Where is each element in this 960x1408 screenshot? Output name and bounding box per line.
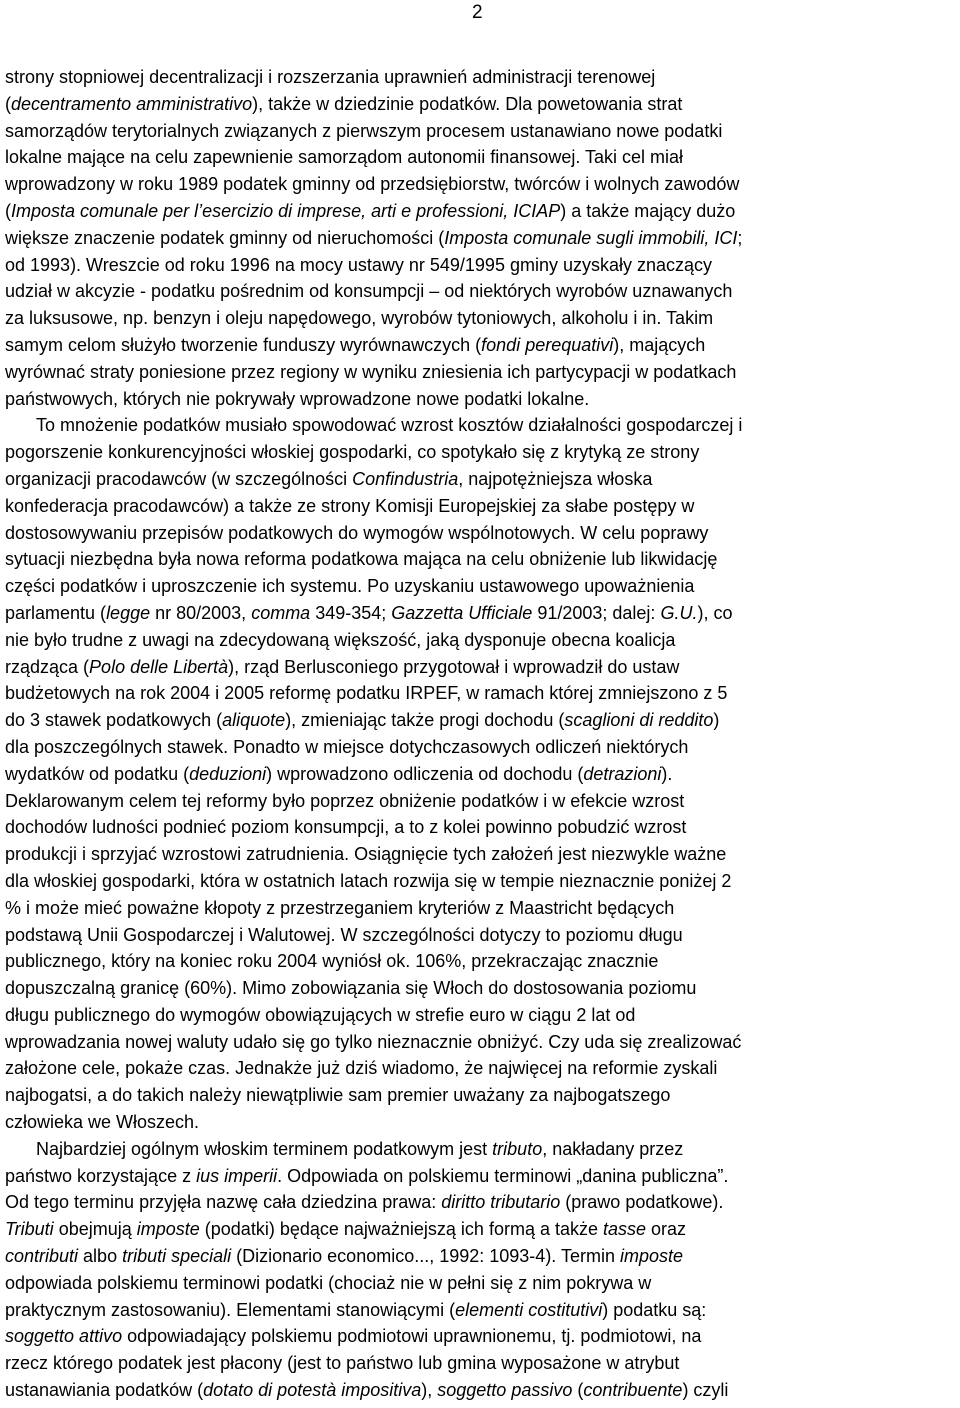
- text-line: [5, 1323, 957, 1350]
- text-line: [5, 573, 957, 600]
- italic-term: Gazzetta Ufficiale: [391, 602, 533, 623]
- text-run: , najpotężniejsza włoska: [458, 468, 653, 489]
- text-run: oraz: [646, 1219, 687, 1240]
- text-run: za luksusowe, np. benzyn i oleju napędowego, wyrobów tytoniowych, alkoholu i in. Takim: [5, 308, 714, 329]
- text-run: 91/2003; dalej:: [532, 602, 661, 623]
- text-run: lokalne mające na celu zapewnienie samorządom autonomii finansowej. Taki cel miał: [5, 147, 684, 168]
- text-run: ) wprowadzono odliczenia od dochodu (: [266, 763, 584, 784]
- text-run: rządząca (: [5, 656, 90, 677]
- text-line: [5, 948, 957, 975]
- text-line: [5, 868, 957, 895]
- text-run: organizacji pracodawców (w szczególności: [5, 468, 353, 489]
- text-run: Najbardziej ogólnym włoskim terminem podatkowym jest: [36, 1138, 493, 1159]
- text-run: (prawo podatkowe).: [560, 1192, 724, 1213]
- paragraph: [5, 64, 957, 412]
- text-line: [5, 493, 957, 520]
- text-run: ), rząd Berlusconiego przygotował i wprowadził do ustaw: [228, 656, 680, 677]
- text-line: [5, 734, 957, 761]
- text-run: człowieka we Włoszech.: [5, 1112, 200, 1133]
- text-line: [5, 1243, 957, 1270]
- text-line: [5, 707, 957, 734]
- text-line: [5, 627, 957, 654]
- text-run: % i może mieć poważne kłopoty z przestrzeganiem kryteriów z Maastricht będących: [5, 897, 675, 918]
- italic-term: Confindustria: [352, 468, 459, 489]
- text-line: [5, 439, 957, 466]
- italic-term: soggetto attivo: [5, 1326, 123, 1347]
- text-line: [5, 305, 957, 332]
- text-line: [5, 225, 957, 252]
- text-run: ), mających: [613, 334, 706, 355]
- text-run: założone cele, pokaże czas. Jednakże już dziś wiadomo, że najwięcej na reformie zyskali: [5, 1058, 718, 1079]
- text-run: ) a także mający dużo: [560, 200, 736, 221]
- italic-term: scaglioni di reddito: [564, 710, 714, 731]
- text-run: strony stopniowej decentralizacji i rozszerzania uprawnień administracji terenowej: [5, 67, 656, 87]
- text-run: Od tego terminu przyjęła nazwę cała dziedzina prawa:: [5, 1192, 442, 1213]
- text-run: dopuszczalną granicę (60%). Mimo zobowiązania się Włoch do dostosowania poziomu: [5, 978, 697, 999]
- text-line: [5, 1216, 957, 1243]
- text-run: ), także w dziedzinie podatków. Dla powetowania strat: [252, 93, 683, 114]
- text-run: samym celom służyło tworzenie funduszy wyrównawczych (: [5, 334, 482, 355]
- text-run: publicznego, który na koniec roku 2004 wyniósł ok. 106%, przekraczając znacznie: [5, 951, 659, 972]
- text-run: państwo korzystające z: [5, 1165, 197, 1186]
- text-run: (podatki) będące najważniejszą ich formą a także: [199, 1219, 603, 1240]
- italic-term: Imposta comunale sugli immobili, ICI: [444, 227, 738, 248]
- text-run: wprowadzania nowej waluty udało się go tylko nieznacznie obniżyć. Czy uda się zrealizować: [5, 1031, 742, 1052]
- text-run: budżetowych na rok 2004 i 2005 reformę podatku IRPEF, w ramach której zmniejszono z 5: [5, 683, 728, 704]
- text-run: parlamentu (: [5, 602, 107, 623]
- italic-term: Tributi: [5, 1219, 54, 1240]
- italic-term: tasse: [603, 1219, 647, 1240]
- text-line: [5, 1189, 957, 1216]
- italic-term: comma: [251, 602, 311, 623]
- italic-term: G.U.: [660, 602, 698, 623]
- text-line: [5, 171, 957, 198]
- paragraph: [5, 1136, 957, 1404]
- text-line: [5, 1136, 957, 1163]
- italic-term: contribuente: [583, 1380, 683, 1401]
- text-run: państwowych, których nie pokrywały wprowadzone nowe podatki lokalne.: [5, 388, 590, 409]
- text-run: ) czyli: [682, 1380, 729, 1401]
- text-run: ustanawiania podatków (: [5, 1380, 204, 1401]
- text-line: [5, 761, 957, 788]
- text-run: nr 80/2003,: [150, 602, 252, 623]
- text-line: [5, 922, 957, 949]
- text-line: [5, 654, 957, 681]
- italic-term: Imposta comunale per l’esercizio di imprese, arti e professioni, ICIAP: [11, 200, 561, 221]
- text-line: [5, 252, 957, 279]
- text-run: ),: [421, 1380, 438, 1401]
- text-run: samorządów terytorialnych związanych z pierwszym procesem ustanawiano nowe podatki: [5, 120, 723, 141]
- text-run: konfederacja pracodawców) a także ze strony Komisji Europejskiej za słabe postępy w: [5, 495, 695, 516]
- italic-term: elementi costitutivi: [455, 1299, 603, 1320]
- text-run: podstawą Unii Gospodarczej i Walutowej. W szczególności dotyczy to poziomu długu: [5, 924, 683, 945]
- text-run: najbogatsi, a do takich należy niewątpliwie sam premier uważany za najbogatszego: [5, 1085, 671, 1106]
- text-line: [5, 520, 957, 547]
- text-run: udział w akcyzie - podatku pośrednim od konsumpcji – od niektórych wyrobów uznawanych: [5, 281, 733, 302]
- italic-term: ius imperii: [196, 1165, 278, 1186]
- text-run: dochodów ludności podnieć poziom konsumpcji, a to z kolei powinno pobudzić wzrost: [5, 817, 687, 838]
- text-run: ) podatku są:: [602, 1299, 707, 1320]
- text-run: odpowiada polskiemu terminowi podatki (chociaż nie w pełni się z nim pokrywa w: [5, 1272, 652, 1293]
- text-run: wyrównać straty poniesione przez regiony w wyniku zniesienia ich partycypacji w podatkach: [5, 361, 737, 382]
- text-line: [5, 198, 957, 225]
- text-run: dla włoskiej gospodarki, która w ostatnich latach rozwija się w tempie nieznacznie poniżej 2: [5, 870, 732, 891]
- text-line: [5, 1270, 957, 1297]
- text-line: [5, 64, 957, 91]
- text-line: [5, 278, 957, 305]
- text-line: [5, 1109, 957, 1136]
- text-line: [5, 118, 957, 145]
- text-run: ), co: [697, 602, 733, 623]
- text-line: [5, 332, 957, 359]
- text-line: [5, 975, 957, 1002]
- text-line: [5, 1055, 957, 1082]
- italic-term: imposte: [620, 1246, 684, 1267]
- italic-term: deduzioni: [189, 763, 267, 784]
- italic-term: soggetto passivo: [437, 1380, 573, 1401]
- text-run: ): [713, 710, 720, 731]
- text-run: wprowadzony w roku 1989 podatek gminny od przedsiębiorstw, twórców i wolnych zawodów: [5, 174, 740, 195]
- italic-term: aliquote: [222, 710, 286, 731]
- italic-term: tributi speciali: [122, 1246, 232, 1267]
- text-run: części podatków i uproszczenie ich systemu. Po uzyskaniu ustawowego upoważnienia: [5, 576, 695, 597]
- text-run: . Odpowiada on polskiemu terminowi „danina publiczna”.: [277, 1165, 729, 1186]
- text-line: [5, 1002, 957, 1029]
- text-line: [5, 412, 957, 439]
- text-run: od 1993). Wreszcie od roku 1996 na mocy ustawy nr 549/1995 gminy uzyskały znaczący: [5, 254, 713, 275]
- text-line: [5, 359, 957, 386]
- italic-term: tributo: [492, 1138, 543, 1159]
- text-line: [5, 895, 957, 922]
- text-run: 349-354;: [310, 602, 392, 623]
- italic-term: contributi: [5, 1246, 79, 1267]
- paragraph: [5, 412, 957, 1136]
- text-run: długu publicznego do wymogów obowiązujących w strefie euro w ciągu 2 lat od: [5, 1004, 636, 1025]
- text-line: [5, 1082, 957, 1109]
- text-run: (: [5, 93, 11, 114]
- text-line: [5, 841, 957, 868]
- text-line: [5, 1350, 957, 1377]
- text-run: To mnożenie podatków musiało spowodować wzrost kosztów działalności gospodarczej i: [36, 415, 743, 436]
- text-run: większe znaczenie podatek gminny od nieruchomości (: [5, 227, 445, 248]
- italic-term: decentramento amministrativo: [11, 93, 253, 114]
- text-line: [5, 144, 957, 171]
- text-line: [5, 680, 957, 707]
- text-run: obejmują: [53, 1219, 137, 1240]
- text-run: nie było trudne z uwagi na zdecydowaną większość, jaką dysponuje obecna koalicja: [5, 629, 676, 650]
- text-run: ;: [737, 227, 743, 248]
- text-line: [5, 546, 957, 573]
- text-line: [5, 386, 957, 413]
- italic-term: imposte: [136, 1219, 200, 1240]
- text-run: (Dizionario economico..., 1992: 1093-4). Termin: [231, 1246, 620, 1267]
- text-line: [5, 1029, 957, 1056]
- text-run: rzecz którego podatek jest płacony (jest to państwo lub gmina wyposażone w atrybut: [5, 1353, 680, 1374]
- italic-term: diritto tributario: [441, 1192, 561, 1213]
- text-line: [5, 814, 957, 841]
- text-run: praktycznym zastosowaniu). Elementami stanowiącymi (: [5, 1299, 456, 1320]
- text-run: (: [5, 200, 11, 221]
- text-run: pogorszenie konkurencyjności włoskiej gospodarki, co spotykało się z krytyką ze strony: [5, 442, 700, 463]
- body-text: [5, 64, 957, 1404]
- italic-term: dotato di potestà impositiva: [203, 1380, 422, 1401]
- text-line: [5, 466, 957, 493]
- text-line: [5, 1297, 957, 1324]
- text-run: produkcji i sprzyjać wzrostowi zatrudnienia. Osiągnięcie tych założeń jest niezwykle ważne: [5, 844, 727, 865]
- text-run: wydatków od podatku (: [5, 763, 190, 784]
- text-run: , nakładany przez: [542, 1138, 684, 1159]
- text-line: [5, 91, 957, 118]
- italic-term: legge: [106, 602, 151, 623]
- text-run: dla poszczególnych stawek. Ponadto w miejsce dotychczasowych odliczeń niektórych: [5, 736, 689, 757]
- text-run: odpowiadający polskiemu podmiotowi uprawnionemu, tj. podmiotowi, na: [122, 1326, 702, 1347]
- text-line: [5, 1377, 957, 1404]
- italic-term: Polo delle Libertà: [89, 656, 229, 677]
- text-run: ), zmieniając także progi dochodu (: [285, 710, 565, 731]
- italic-term: fondi perequativi: [481, 334, 614, 355]
- text-run: Deklarowanym celem tej reformy było poprzez obniżenie podatków i w efekcie wzrost: [5, 790, 685, 811]
- text-run: ).: [661, 763, 673, 784]
- text-run: dostosowywaniu przepisów podatkowych do wymogów wspólnotowych. W celu poprawy: [5, 522, 709, 543]
- text-run: do 3 stawek podatkowych (: [5, 710, 223, 731]
- text-run: albo: [78, 1246, 123, 1267]
- text-run: (: [572, 1380, 584, 1401]
- text-run: sytuacji niezbędna była nowa reforma podatkowa mająca na celu obniżenie lub likwidację: [5, 549, 718, 570]
- text-line: [5, 788, 957, 815]
- italic-term: detrazioni: [583, 763, 662, 784]
- text-line: [5, 600, 957, 627]
- page-number: 2: [472, 2, 483, 23]
- text-line: [5, 1163, 957, 1190]
